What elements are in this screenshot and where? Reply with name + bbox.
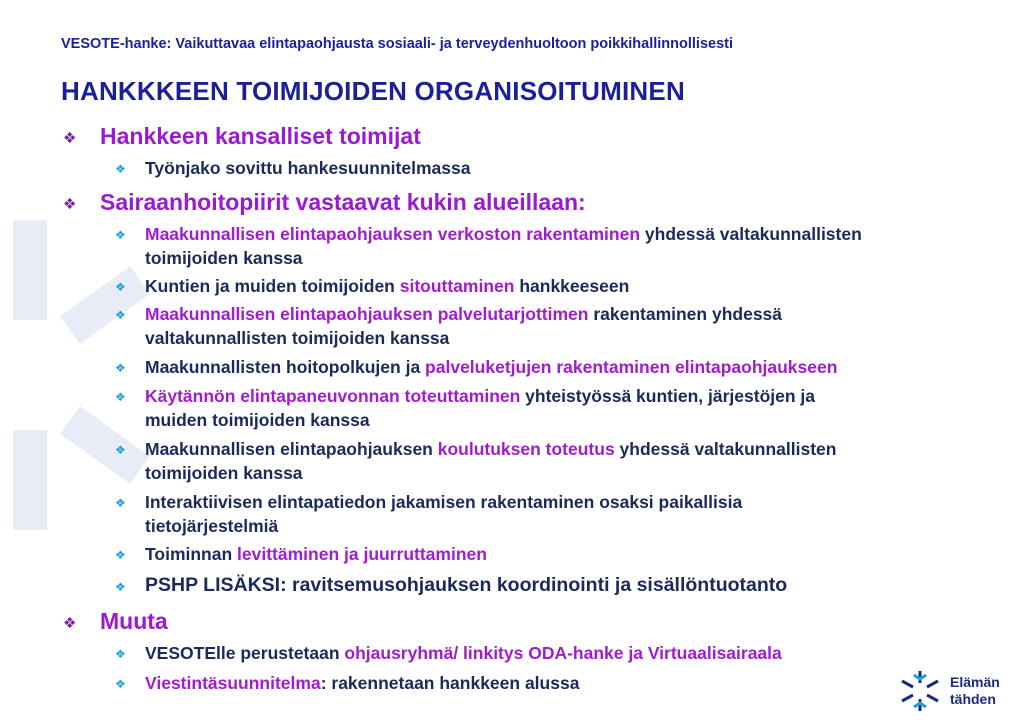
diamond-bullet-icon: ❖ [115,361,126,375]
list-item-text: toimijoiden kanssa [145,248,303,268]
highlight-text: PSHP LISÄKSI: ravitsemusohjauksen koordinointi ja sisällöntuotanto [145,574,788,596]
diamond-bullet-icon: ❖ [63,615,77,632]
list-item-text: yhdessä valtakunnallisten [614,439,837,459]
list-item-text: muiden toimijoiden kanssa [145,410,370,430]
list-item-text: Työnjako sovittu hankesuunnitelmassa [145,158,471,178]
accent-text: tietojärjestelmiä [145,516,279,536]
diamond-bullet-icon: ❖ [115,647,126,661]
diamond-bullet-icon: ❖ [63,196,77,213]
accent-text: levittäminen ja juurruttaminen [237,544,487,564]
accent-text: Interaktiivisen elintapatiedon jakamisen rakentaminen osaksi paikallisia [145,492,743,512]
diamond-bullet-icon: ❖ [115,162,126,176]
star-logo-icon [896,667,944,715]
accent-text: palveluketjujen rakentaminen elintapaohjaukseen [425,357,838,377]
diamond-bullet-icon: ❖ [115,496,126,510]
diamond-bullet-icon: ❖ [115,308,126,322]
list-item-text: lle [216,643,236,663]
slide-title: HANKKKEEN TOIMIJOIDEN ORGANISOITUMINEN [61,76,685,106]
list-item-text: hankkeeseen [514,276,630,296]
list-item-text: rakentaminen yhdessä [588,304,783,324]
list-item-text: Kuntien ja muiden toimijoiden [145,276,400,296]
list-item-text: VESOTE [145,643,216,663]
diamond-bullet-icon: ❖ [115,280,126,294]
diamond-bullet-icon: ❖ [115,677,126,691]
list-item-text: toimijoiden kanssa [145,463,303,483]
logo-line-1: Elämän [950,674,1000,690]
accent-text: koulutuksen toteutus [437,439,615,459]
diamond-bullet-icon: ❖ [115,548,126,562]
diamond-bullet-icon: ❖ [115,390,126,404]
list-item-text: Maakunnallisten hoitopolkujen ja [145,357,426,377]
list-item-text: Maakunnallisen elintapaohjauksen [145,439,438,459]
accent-text: ohjausryhmä/ linkitys ODA-hanke ja Virtuaalisairaala [344,643,782,663]
list-item-text: Toiminnan [145,544,238,564]
accent-text: Maakunnallisen elintapaohjauksen palvelutarjottimen [145,304,589,324]
section-heading-text: Sairaanhoitopiirit vastaavat kukin alueillaan: [100,189,586,215]
diamond-bullet-icon: ❖ [63,130,77,147]
logo-line-2: tähden [950,691,996,707]
section-heading-text: Muuta [100,608,168,634]
list-item-text: yhdessä valtakunnallisten [640,224,862,244]
list-item-text: perustetaan [235,643,345,663]
list-item-text: yhteistyössä kuntien, järjestöjen ja [520,386,816,406]
diamond-bullet-icon: ❖ [115,443,126,457]
presentation-subtitle: VESOTE-hanke: Vaikuttavaa elintapaohjausta sosiaali- ja terveydenhuoltoon poikkihallinnollisesti [61,36,734,52]
list-item-text: valtakunnallisten toimijoiden kanssa [145,328,450,348]
accent-text: Viestintäsuunnitelma [145,673,321,693]
elaman-tahden-logo [896,667,1000,715]
accent-text: Käytännön elintapaneuvonnan toteuttaminen [145,386,521,406]
list-item-text: : rakennetaan hankkeen alussa [320,673,580,693]
accent-text: Maakunnallisen elintapaohjauksen verkoston rakentaminen [145,224,641,244]
accent-text: sitouttaminen [399,276,515,296]
diamond-bullet-icon: ❖ [115,228,126,242]
diamond-bullet-icon: ❖ [115,580,126,594]
section-heading-text: Hankkeen kansalliset toimijat [100,123,421,149]
